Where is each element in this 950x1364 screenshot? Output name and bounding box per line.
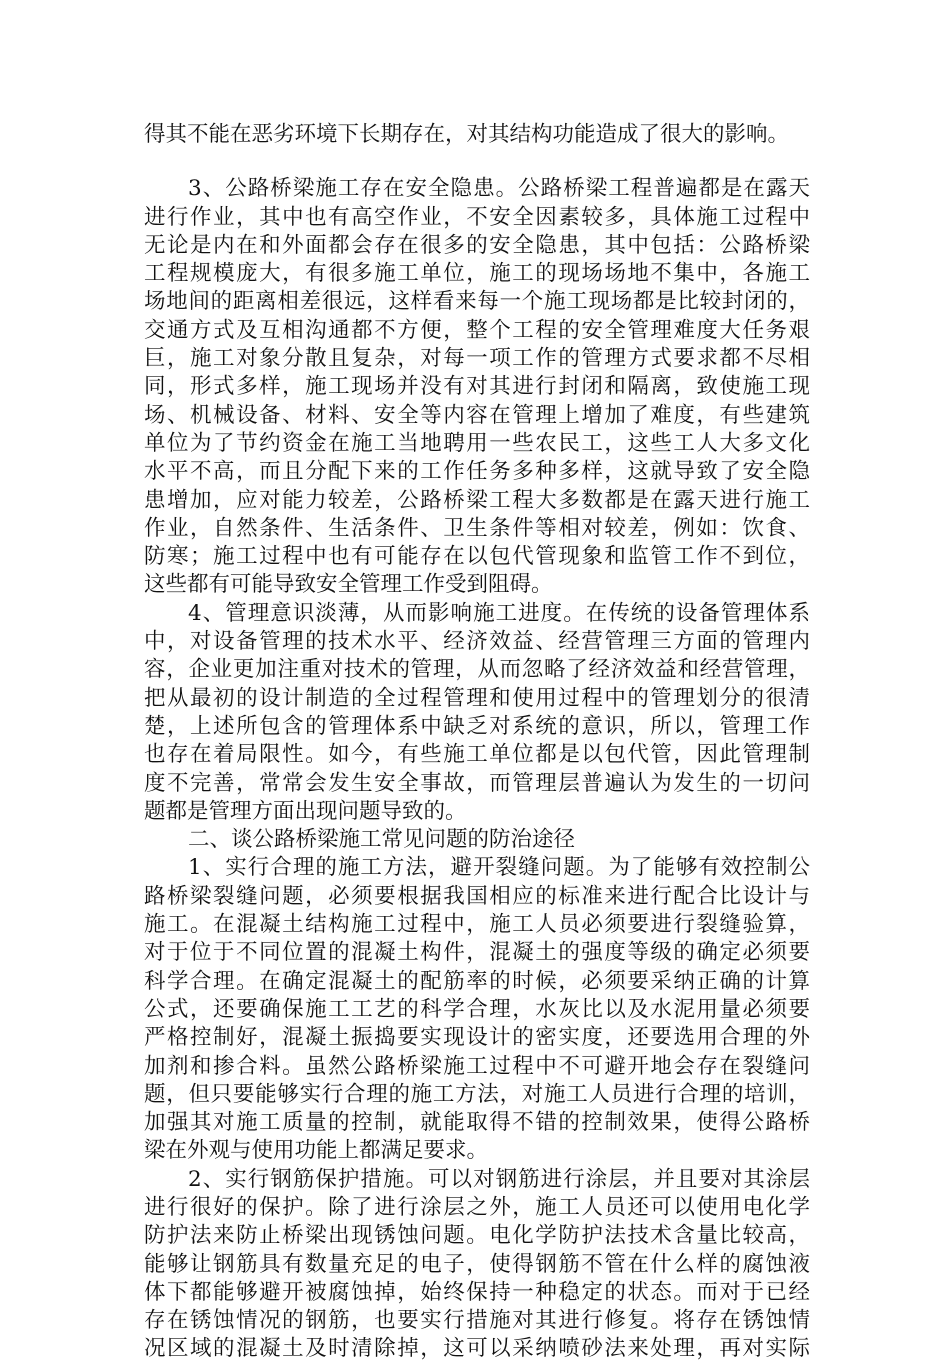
- text-line: 题都是管理方面出现问题导致的。: [144, 798, 467, 824]
- text-line: 3、公路桥梁施工存在安全隐患。公路桥梁工程普遍都是在露天: [188, 176, 810, 202]
- text-line: 能够让钢筋具有数量充足的电子，使得钢筋不管在什么样的腐蚀液: [144, 1251, 810, 1277]
- text-line: 楚，上述所包含的管理体系中缺乏对系统的意识，所以，管理工作: [144, 713, 810, 739]
- text-line: 体下都能够避开被腐蚀掉，始终保持一种稳定的状态。而对于已经: [144, 1279, 810, 1305]
- text-line: 存在锈蚀情况的钢筋，也要实行措施对其进行修复。将存在锈蚀情: [144, 1308, 810, 1334]
- paragraph: [144, 854, 810, 1165]
- paragraph: [144, 121, 810, 149]
- text-line: 巨，施工对象分散且复杂，对每一项工作的管理方式要求都不尽相: [144, 346, 810, 372]
- text-line: 路桥梁裂缝问题，必须要根据我国相应的标准来进行配合比设计与: [144, 883, 810, 909]
- text-line: 同，形式多样，施工现场并没有对其进行封闭和隔离，致使施工现: [144, 374, 810, 400]
- text-line: 防寒；施工过程中也有可能存在以包代管现象和监管工作不到位，: [144, 544, 810, 570]
- paragraph: [144, 1166, 810, 1364]
- text-line: 容，企业更加注重对技术的管理，从而忽略了经济效益和经营管理，: [144, 657, 810, 683]
- text-line: 进行作业，其中也有高空作业，不安全因素较多，具体施工过程中: [144, 204, 810, 230]
- text-line: 交通方式及互相沟通都不方便，整个工程的安全管理难度大任务艰: [144, 317, 810, 343]
- text-line: 严格控制好，混凝土振捣要实现设计的密实度，还要选用合理的外: [144, 1025, 810, 1051]
- text-line: 场、机械设备、材料、安全等内容在管理上增加了难度，有些建筑: [144, 402, 810, 428]
- text-line: 施工。在混凝土结构施工过程中，施工人员必须要进行裂缝验算，: [144, 912, 810, 938]
- paragraph: [144, 600, 810, 826]
- text-line: 科学合理。在确定混凝土的配筋率的时候，必须要采纳正确的计算: [144, 968, 810, 994]
- text-line: 把从最初的设计制造的全过程管理和使用过程中的管理划分的很清: [144, 685, 810, 711]
- text-line: 场地间的距离相差很远，这样看来每一个施工现场都是比较封闭的，: [144, 289, 810, 315]
- paragraph-gap: [144, 149, 810, 175]
- text-line: 题，但只要能够实行合理的施工方法，对施工人员进行合理的培训，: [144, 1081, 810, 1107]
- text-line: 患增加，应对能力较差，公路桥梁工程大多数都是在露天进行施工: [144, 487, 810, 513]
- text-line: 无论是内在和外面都会存在很多的安全隐患，其中包括：公路桥梁: [144, 232, 810, 258]
- text-line: 对于位于不同位置的混凝土构件，混凝土的强度等级的确定必须要: [144, 940, 810, 966]
- text-line: 得其不能在恶劣环境下长期存在，对其结构功能造成了很大的影响。: [144, 122, 790, 147]
- text-line: 水平不高，而且分配下来的工作任务多种多样，这就导致了安全隐: [144, 459, 810, 485]
- text-line: 加强其对施工质量的控制，就能取得不错的控制效果，使得公路桥: [144, 1110, 810, 1136]
- text-line: 1、实行合理的施工方法，避开裂缝问题。为了能够有效控制公: [188, 855, 810, 881]
- text-line: 4、管理意识淡薄，从而影响施工进度。在传统的设备管理体系: [188, 600, 810, 626]
- paragraph: [144, 175, 810, 599]
- text-line: 2、实行钢筋保护措施。可以对钢筋进行涂层，并且要对其涂层: [188, 1166, 810, 1192]
- text-line: 况区域的混凝土及时清除掉，这可以采纳喷砂法来处理，再对实际: [144, 1336, 810, 1362]
- text-line: 度不完善，常常会发生安全事故，而管理层普遍认为发生的一切问: [144, 770, 810, 796]
- document-page: [144, 121, 810, 1364]
- text-line: 作业，自然条件、生活条件、卫生条件等相对较差，例如：饮食、: [144, 515, 810, 541]
- section-heading: [144, 826, 810, 854]
- text-line: 加剂和掺合料。虽然公路桥梁施工过程中不可避开地会存在裂缝问: [144, 1053, 810, 1079]
- text-line: 梁在外观与使用功能上都满足要求。: [144, 1138, 489, 1164]
- text-line: 二、谈公路桥梁施工常见问题的防治途径: [188, 827, 576, 853]
- text-line: 也存在着局限性。如今，有些施工单位都是以包代管，因此管理制: [144, 742, 810, 768]
- text-line: 公式，还要确保施工工艺的科学合理，水灰比以及水泥用量必须要: [144, 996, 810, 1022]
- text-line: 中，对设备管理的技术水平、经济效益、经营管理三方面的管理内: [144, 629, 810, 655]
- text-line: 防护法来防止桥梁出现锈蚀问题。电化学防护法技术含量比较高，: [144, 1223, 810, 1249]
- text-line: 这些都有可能导致安全管理工作受到阻碍。: [144, 572, 553, 598]
- text-line: 工程规模庞大，有很多施工单位，施工的现场场地不集中，各施工: [144, 261, 810, 287]
- text-line: 单位为了节约资金在施工当地聘用一些农民工，这些工人大多文化: [144, 430, 810, 456]
- text-line: 进行很好的保护。除了进行涂层之外，施工人员还可以使用电化学: [144, 1194, 810, 1220]
